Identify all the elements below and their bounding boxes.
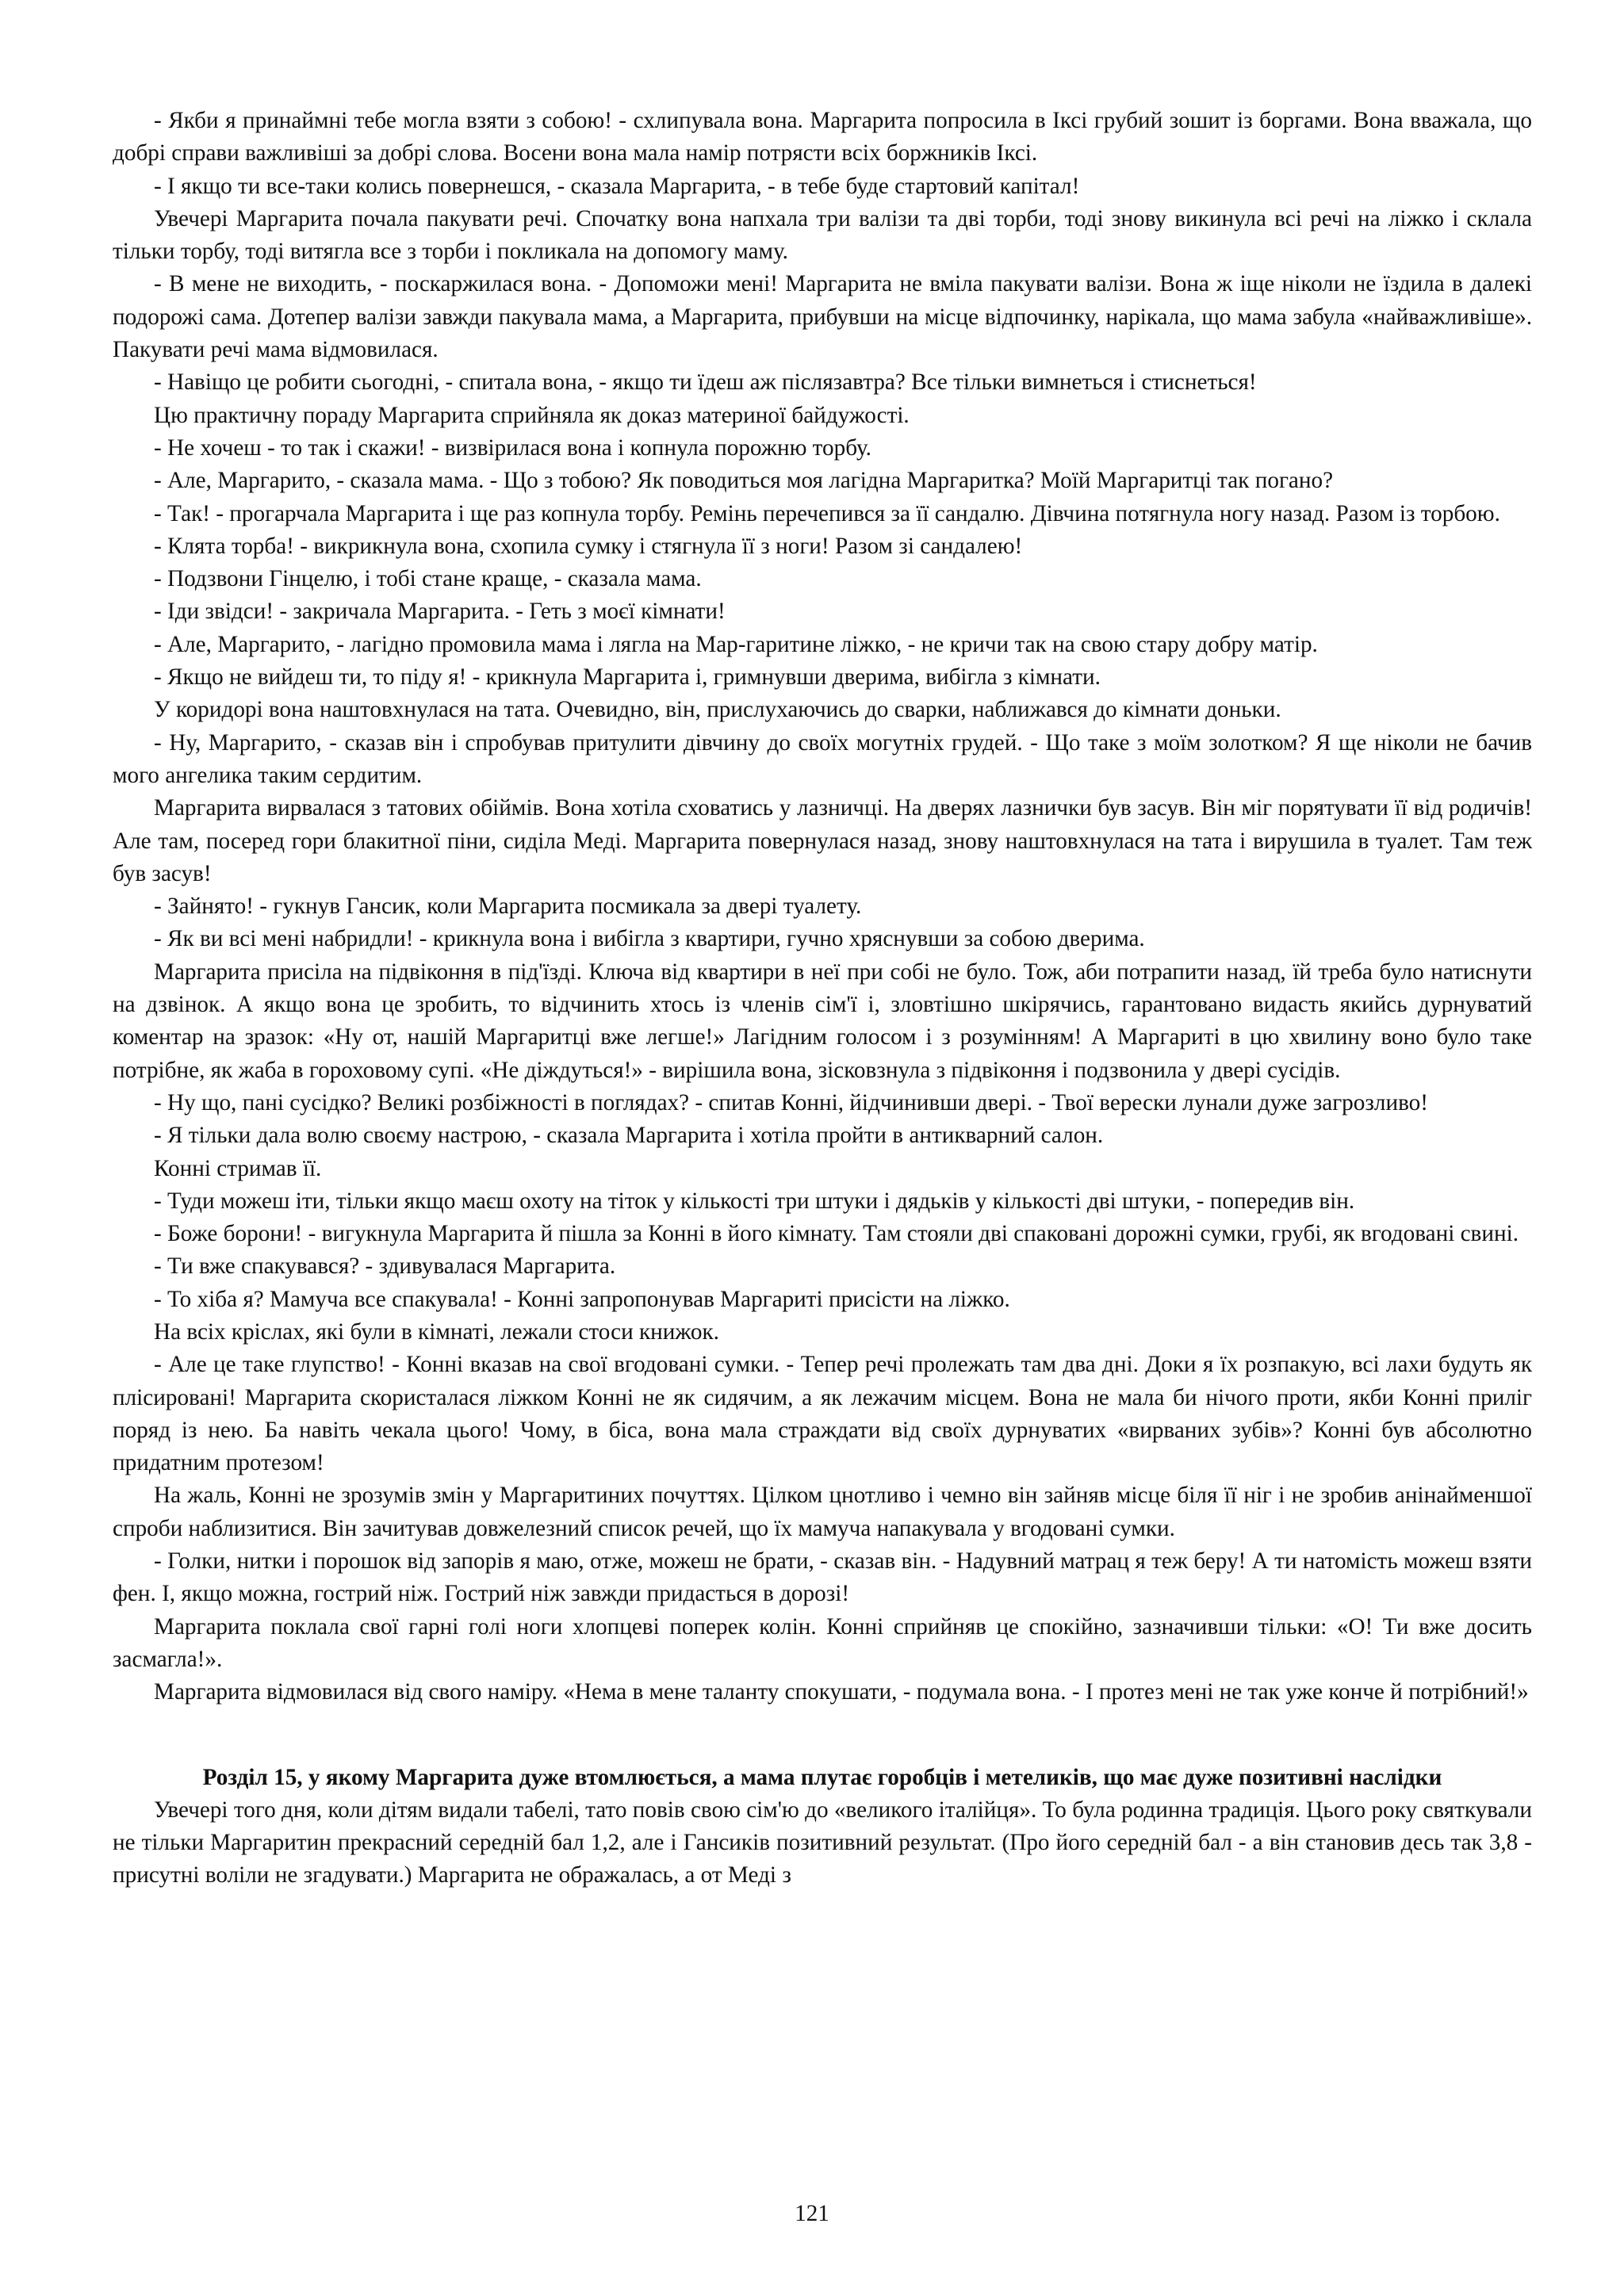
paragraph: На жаль, Конні не зрозумів змін у Маргаритиних почуттях. Цілком цнотливо і чемно він зайняв місце біля її ніг і не зробив анінайменшої спроби наблизитися. Він зачитував довжелезний список речей, що їх мамуча напакувала у вгодовані сумки. xyxy=(113,1483,1532,1541)
paragraph: - Клята торба! - викрикнула вона, схопила сумку і стягнула її з ноги! Разом зі сандалею! xyxy=(154,533,1023,559)
text-body-before xyxy=(113,105,1532,1709)
paragraph: Маргарита вирвалася з татових обіймів. Вона хотіла сховатись у лазничці. На дверях лазнички був засув. Він міг порятувати її від родичів! Але там, посеред гори блакитної піни, сиділа Меді. Маргарита повернулася назад, знову наштовхнулася на тата і вирушила в туалет. Там теж був засув! xyxy=(113,795,1532,886)
paragraph: - Я тільки дала волю своєму настрою, - сказала Маргарита і хотіла пройти в антикварний салон. xyxy=(154,1123,1104,1149)
paragraph: - Ти вже спакувався? - здивувалася Маргарита. xyxy=(154,1253,616,1280)
paragraph: - Боже борони! - вигукнула Маргарита й пішла за Конні в його кімнату. Там стояли дві спаковані дорожні сумки, грубі, як вгодовані свині. xyxy=(154,1221,1519,1247)
paragraph: - Навіщо це робити сьогодні, - спитала вона, - якщо ти їдеш аж післязавтра? Все тільки вимнеться і стиснеться! xyxy=(154,369,1257,396)
page-number: 121 xyxy=(795,2201,829,2226)
paragraph: - Але, Маргарито, - лагідно промовила мама і лягла на Мар-гаритине ліжко, - не кричи так на свою стару добру матір. xyxy=(154,631,1318,657)
paragraph: - Як ви всі мені набридли! - крикнула вона і вибігла з квартири, гучно хряснувши за собою дверима. xyxy=(154,926,1145,952)
text-body-after xyxy=(113,1794,1532,1892)
paragraph: - Якби я принаймні тебе могла взяти з собою! - схлипувала вона. Маргарита попросила в Іксі грубий зошит із боргами. Вона вважала, що добрі справи важливіші за добрі слова. Восени вона мала намір потрясти всіх боржників Іксі. xyxy=(113,108,1532,166)
paragraph: - Зайнято! - гукнув Гансик, коли Маргарита посмикала за двері туалету. xyxy=(154,894,862,920)
paragraph: - Але це таке глупство! - Конні вказав на свої вгодовані сумки. - Тепер речі пролежать там два дні. Доки я їх розпакую, всі лахи будуть як плісировані! Маргарита скористалася ліжком Конні не як сидячим, а як лежачим місцем. Вона не мала би нічого проти, якби Конні приліг поряд із нею. Ба навіть чекала цього! Чому, в біса, вона мала страждати від своїх дурнуватих «вирваних зубів»? Конні був абсолютно придатним протезом! xyxy=(113,1352,1532,1476)
paragraph: - Ну, Маргарито, - сказав він і спробував притулити дівчину до своїх могутніх грудей. - Що таке з моїм золотком? Я ще ніколи не бачив мого ангелика таким сердитим. xyxy=(113,729,1532,788)
paragraph: - Туди можеш іти, тільки якщо маєш охоту на тіток у кількості три штуки і дядьків у кількості дві штуки, - попередив він. xyxy=(154,1188,1355,1214)
paragraph: Маргарита відмовилася від свого наміру. «Нема в мене таланту спокушати, - подумала вона. - І протез мені не так уже конче й потрібний!» xyxy=(154,1679,1529,1705)
paragraph: - Голки, нитки і порошок від запорів я маю, отже, можеш не брати, - сказав він. - Надувний матрац я теж беру! А ти натомість можеш взяти фен. І, якщо можна, гострий ніж. Гострий ніж завжди придасться в дорозі! xyxy=(113,1548,1532,1607)
paragraph: - Якщо не вийдеш ти, то піду я! - крикнула Маргарита і, гримнувши дверима, вибігла з кімнати. xyxy=(154,664,1101,691)
document-page xyxy=(113,105,1532,1892)
paragraph: Цю практичну пораду Маргарита сприйняла як доказ материної байдужості. xyxy=(154,402,910,428)
paragraph: Увечері Маргарита почала пакувати речі. Спочатку вона напхала три валізи та дві торби, тоді знову викинула всі речі на ліжко і склала тільки торбу, тоді витягла все з торби і покликала на допомогу маму. xyxy=(113,205,1532,265)
paragraph: У коридорі вона наштовхнулася на тата. Очевидно, він, прислухаючись до сварки, наближався до кімнати доньки. xyxy=(154,697,1281,723)
chapter-title: Розділ 15, у якому Маргарита дуже втомлюється, а мама плутає горобців і метеликів, що має дуже позитивні наслідки xyxy=(202,1764,1442,1790)
paragraph: Маргарита поклала свої гарні голі ноги хлопцеві поперек колін. Конні сприйняв це спокійно, зазначивши тільки: «О! Ти вже досить засмагла!». xyxy=(113,1613,1532,1672)
paragraph: Маргарита присіла на підвіконня в під'їзді. Ключа від квартири в неї при собі не було. Тож, аби потрапити назад, їй треба було натиснути на дзвінок. А якщо вона це зробить, то відчинить хтось із членів сім'ї і, зловтішно шкірячись, гарантовано видасть якийсь дурнуватий коментар на зразок: «Ну от, нашій Маргаритці вже легше!» Лагідним голосом і з розумінням! А Маргариті в цю хвилину воно було таке потрібне, як жаба в гороховому супі. «Не діждуться!» - вирішила вона, зісковзнула з підвіконня і подзвонила у двері сусідів. xyxy=(113,959,1532,1083)
paragraph: - І якщо ти все-таки колись повернешся, - сказала Маргарита, - в тебе буде стартовий капітал! xyxy=(154,173,1080,199)
paragraph: - Подзвони Гінцелю, і тобі стане краще, - сказала мама. xyxy=(154,566,702,592)
paragraph: На всіх кріслах, які були в кімнаті, лежали стоси книжок. xyxy=(154,1318,719,1345)
paragraph: - То хіба я? Мамуча все спакувала! - Конні запропонував Маргариті присісти на ліжко. xyxy=(154,1286,1010,1312)
paragraph: - Але, Маргарито, - сказала мама. - Що з тобою? Як поводиться моя лагідна Маргаритка? Моїй Маргаритці так погано? xyxy=(154,468,1334,494)
paragraph: Конні стримав її. xyxy=(154,1155,322,1181)
paragraph: - Ну що, пані сусідко? Великі розбіжності в поглядах? - спитав Конні, йідчинивши двері. - Твої верески лунали дуже загрозливо! xyxy=(154,1089,1428,1115)
paragraph: Увечері того дня, коли дітям видали табелі, тато повів свою сім'ю до «великого італійця». То була родинна традиція. Цього року святкували не тільки Маргаритин прекрасний середній бал 1,2, але і Гансиків позитивний результат. (Про його середній бал - а він становив десь так 3,8 - присутні воліли не згадувати.) Маргарита не ображалась, а от Меді з xyxy=(113,1797,1532,1888)
paragraph: - Не хочеш - то так і скажи! - визвірилася вона і копнула порожню торбу. xyxy=(154,434,871,461)
paragraph: - Іди звідси! - закричала Маргарита. - Геть з моєї кімнати! xyxy=(154,599,726,625)
paragraph: - В мене не виходить, - поскаржилася вона. - Допоможи мені! Маргарита не вміла пакувати валізи. Вона ж іще ніколи не їздила в далекі подорожі сама. Дотепер валізи завжди пакувала мама, а Маргарита, прибувши на місце відпочинку, нарікала, що мама забула «найважливіше». Пакувати речі мама відмовилася. xyxy=(113,271,1532,363)
paragraph: - Так! - прогарчала Маргарита і ще раз копнула торбу. Ремінь перечепився за її сандалю. Дівчина потягнула ногу назад. Разом із торбою. xyxy=(154,500,1500,526)
